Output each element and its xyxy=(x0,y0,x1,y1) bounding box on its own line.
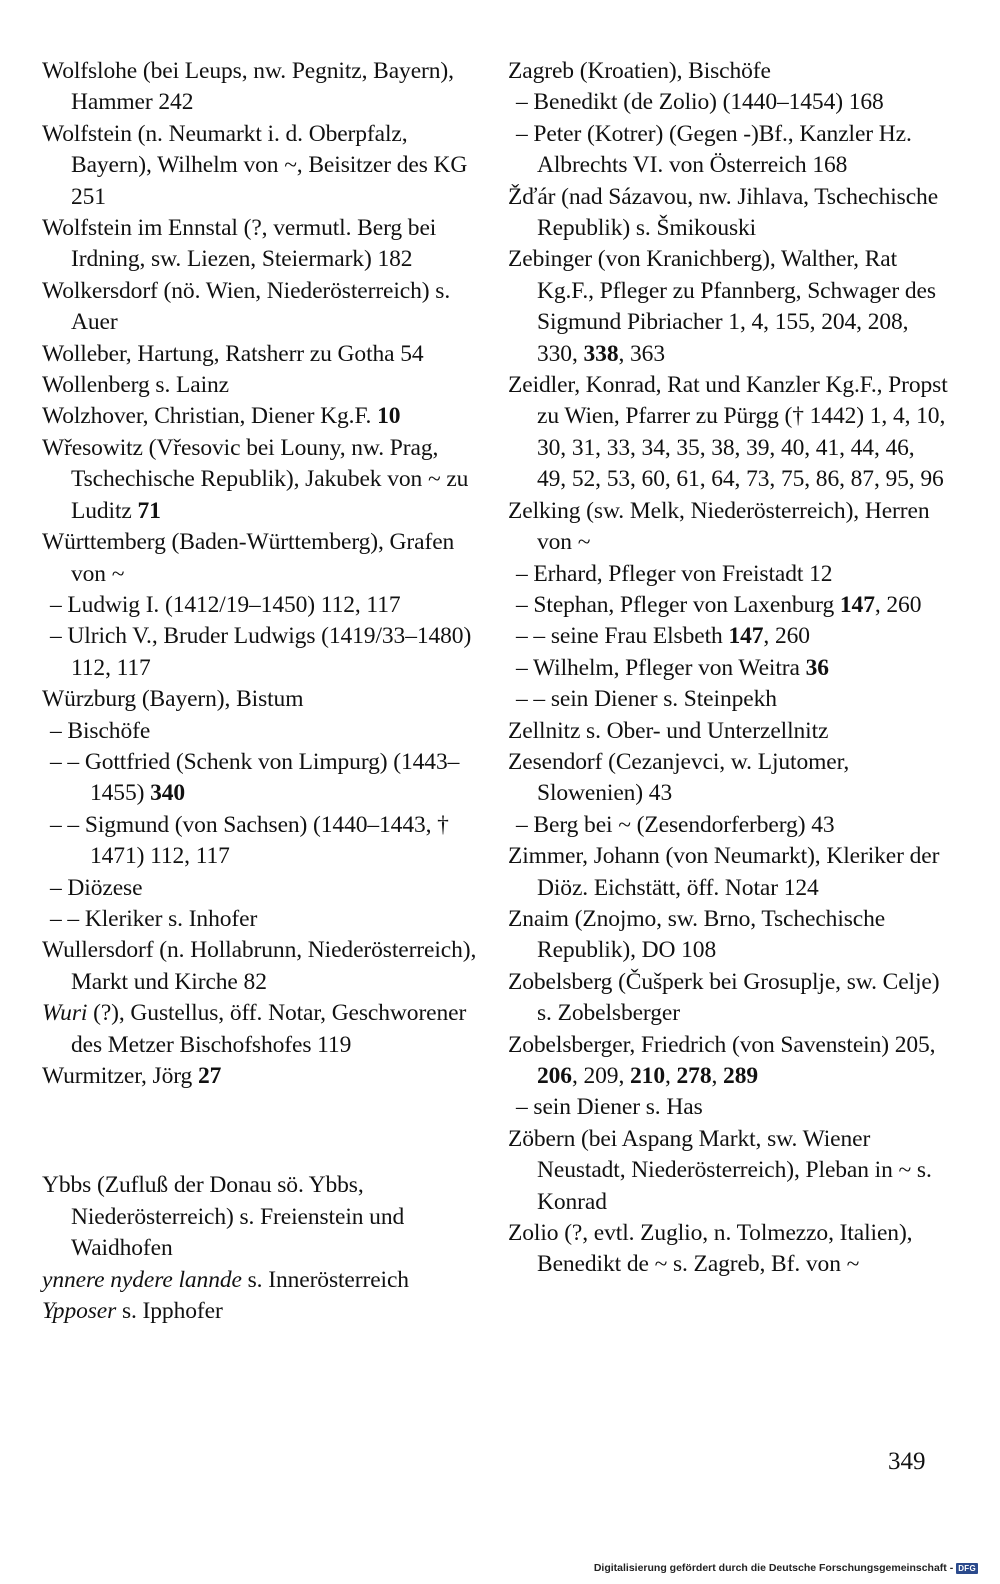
page-ref-bold: 147 xyxy=(728,623,764,650)
entry-text: – – Kleriker s. Inhofer xyxy=(50,905,258,932)
index-entry xyxy=(42,119,482,213)
dfg-logo: DFG xyxy=(958,1563,976,1573)
page-ref-bold: 278 xyxy=(676,1063,712,1089)
entry-text: – Berg bei ~ (Zesendorferberg) 43 xyxy=(516,811,835,838)
entry-text: Znaim (Znojmo, sw. Brno, Tschechische Republik), DO 108 xyxy=(508,905,886,964)
index-entry xyxy=(42,401,482,432)
entry-text: , 209, xyxy=(571,1063,631,1089)
entry-text: Würzburg (Bayern), Bistum xyxy=(42,686,304,713)
index-subentry xyxy=(508,653,948,684)
entry-text: Wolfstein im Ennstal (?, vermutl. Berg bei Irdning, sw. Liezen, Steiermark) 182 xyxy=(42,215,437,273)
entry-text: – Erhard, Pfleger von Freistadt 12 xyxy=(516,560,833,587)
entry-text: Württemberg (Baden-Württemberg), Grafen von ~ xyxy=(42,529,455,587)
entry-text: – Ulrich V., Bruder Ludwigs (1419/33–1480) 112, 117 xyxy=(50,623,472,681)
index-entry xyxy=(42,339,482,370)
entry-text: Ybbs (Zufluß der Donau sö. Ybbs, Niederösterreich) s. Freienstein und Waidhofen xyxy=(42,1172,405,1262)
entry-text: Zimmer, Johann (von Neumarkt), Kleriker der Diöz. Eichstätt, öff. Notar 124 xyxy=(508,843,940,901)
entry-text: Wolleber, Hartung, Ratsherr zu Gotha 54 xyxy=(42,340,424,367)
index-entry xyxy=(508,1030,948,1093)
entry-text: Wollenberg s. Lainz xyxy=(42,372,229,399)
page-ref-bold: 340 xyxy=(150,780,186,807)
entry-text: Zagreb (Kroatien), Bischöfe xyxy=(508,58,771,84)
index-entry xyxy=(42,1296,482,1327)
index-subentry xyxy=(42,716,482,747)
footer xyxy=(594,1562,978,1574)
entry-text: Zöbern (bei Aspang Markt, sw. Wiener Neustadt, Niederösterreich), Pleban in ~ s. Konrad xyxy=(508,1125,932,1215)
entry-text: Zolio (?, evtl. Zuglio, n. Tolmezzo, Italien), Benedikt de ~ s. Zagreb, Bf. von ~ xyxy=(508,1220,913,1278)
section-gap xyxy=(42,1116,482,1147)
entry-text: Zesendorf (Cezanjevci, w. Ljutomer, Slowenien) 43 xyxy=(508,748,850,807)
entry-text: , 363 xyxy=(618,340,665,367)
entry-text: Wullersdorf (n. Hollabrunn, Niederösterreich), Markt und Kirche 82 xyxy=(42,937,477,995)
index-entry xyxy=(42,527,482,590)
index-entry xyxy=(42,213,482,276)
index-entry xyxy=(508,904,948,967)
entry-text: – Bischöfe xyxy=(50,717,151,744)
entry-text: Wolzhover, Christian, Diener Kg.F. xyxy=(42,403,378,430)
index-entry xyxy=(508,747,948,810)
entry-text: – Ludwig I. (1412/19–1450) 112, 117 xyxy=(50,591,401,618)
index-entry xyxy=(508,1218,948,1281)
index-entry xyxy=(508,182,948,245)
index-entry xyxy=(508,244,948,370)
index-subentry xyxy=(508,1092,948,1123)
index-entry xyxy=(508,1124,948,1218)
page-ref-bold: 147 xyxy=(839,591,875,618)
entry-text: , 260 xyxy=(763,623,810,650)
entry-text: , 260 xyxy=(874,591,922,618)
index-subentry xyxy=(508,87,948,118)
index-entry xyxy=(508,496,948,559)
entry-text: (?), Gustellus, öff. Notar, Geschworener des Metzer Bischofshofes 119 xyxy=(71,1000,467,1058)
page-ref-bold: 338 xyxy=(583,340,619,367)
page-ref-bold: 27 xyxy=(197,1063,222,1089)
entry-text: – sein Diener s. Has xyxy=(516,1094,703,1121)
entry-text: Zebinger (von Kranichberg), Walther, Rat Kg.F., Pfleger zu Pfannberg, Schwager des Sigmund Pibriacher 1, 4, 155, 204, 208, 330, xyxy=(508,246,936,367)
entry-text: – Diözese xyxy=(50,874,143,901)
entry-text: – Benedikt (de Zolio) (1440–1454) 168 xyxy=(516,89,884,116)
index-entry xyxy=(508,716,948,747)
index-subentry xyxy=(508,810,948,841)
entry-text: Zelking (sw. Melk, Niederösterreich), Herren von ~ xyxy=(508,497,930,556)
page-number: 349 xyxy=(888,1448,926,1475)
index-subentry xyxy=(42,810,482,873)
entry-text: , xyxy=(664,1063,677,1089)
entry-text: – – sein Diener s. Steinpekh xyxy=(516,686,777,713)
index-entry xyxy=(508,56,948,87)
index-entry xyxy=(508,967,948,1030)
entry-text: – Wilhelm, Pfleger von Weitra xyxy=(516,654,806,681)
entry-italic-text: Ypposer xyxy=(42,1298,117,1325)
index-entry xyxy=(42,1061,482,1092)
index-subentry xyxy=(508,684,948,715)
index-subentry xyxy=(42,590,482,621)
entry-text: – Stephan, Pfleger von Laxenburg xyxy=(516,591,840,618)
entry-text: – – Gottfried (Schenk von Limpurg) (1443–1455) xyxy=(50,748,460,807)
entry-italic-text: ynnere nydere lannde xyxy=(42,1266,242,1293)
footer-text: Digitalisierung gefördert durch die Deutsche Forschungsgemeinschaft - xyxy=(593,1562,954,1574)
index-subentry xyxy=(42,621,482,684)
page-ref-bold: 210 xyxy=(630,1063,665,1089)
page-ref-bold: 10 xyxy=(377,403,401,430)
index-entry xyxy=(42,935,482,998)
page-ref-bold: 289 xyxy=(723,1063,758,1089)
index-subentry xyxy=(42,747,482,810)
index-entry xyxy=(42,433,482,527)
entry-text: Wolfstein (n. Neumarkt i. d. Oberpfalz, Bayern), Wilhelm von ~, Beisitzer des KG 251 xyxy=(42,120,468,210)
index-entry xyxy=(42,370,482,401)
entry-italic-text: Wuri xyxy=(42,1000,88,1027)
entry-text: , xyxy=(711,1063,724,1089)
index-entry xyxy=(42,1265,482,1296)
index-entry xyxy=(42,998,482,1061)
entry-text: Žďár (nad Sázavou, nw. Jihlava, Tschechische Republik) s. Šmikouski xyxy=(508,183,939,242)
entry-text: s. Ipphofer xyxy=(116,1298,223,1325)
entry-text: Wurmitzer, Jörg xyxy=(42,1063,198,1089)
index-subentry xyxy=(508,119,948,182)
index-entry xyxy=(42,1170,482,1264)
entry-text: Zeidler, Konrad, Rat und Kanzler Kg.F., Propst zu Wien, Pfarrer zu Pürgg († 1442) 1, 4, 10, 30, 31, 33, 34, 35, 38, 39, 40, 41, 44, 46, 49, 52, 53, 60, 61, 64, 73, 75, 86, 87, 95, 96 xyxy=(508,372,948,493)
index-subentry xyxy=(508,559,948,590)
index-subentry xyxy=(42,873,482,904)
entry-text: s. Innerösterreich xyxy=(241,1266,409,1293)
index-subentry xyxy=(508,621,948,652)
entry-text: Zellnitz s. Ober- und Unterzellnitz xyxy=(508,717,829,744)
entry-text: – Peter (Kotrer) (Gegen -)Bf., Kanzler Hz. Albrechts VI. von Österreich 168 xyxy=(516,120,912,179)
page-ref-bold: 71 xyxy=(137,497,161,524)
entry-text: Wolkersdorf (nö. Wien, Niederösterreich) s. Auer xyxy=(42,277,451,336)
index-entry xyxy=(42,56,482,119)
index-entry xyxy=(42,684,482,715)
entry-text: – – seine Frau Elsbeth xyxy=(516,623,729,650)
entry-text: Wolfslohe (bei Leups, nw. Pegnitz, Bayern), Hammer 242 xyxy=(42,58,454,116)
entry-text: Zobelsberger, Friedrich (von Savenstein) 205, xyxy=(508,1031,936,1058)
entry-text: Zobelsberg (Čušperk bei Grosuplje, sw. Celje) s. Zobelsberger xyxy=(508,968,940,1027)
page-ref-bold: 36 xyxy=(805,654,829,681)
index-entry xyxy=(508,841,948,904)
index-entry xyxy=(42,276,482,339)
index-subentry xyxy=(508,590,948,621)
index-subentry xyxy=(42,904,482,935)
entry-text: Wřesowitz (Vřesovic bei Louny, nw. Prag, Tschechische Republik), Jakubek von ~ zu Luditz xyxy=(42,434,469,524)
index-column-right xyxy=(508,56,948,1281)
index-entry xyxy=(508,370,948,496)
entry-text: – – Sigmund (von Sachsen) (1440–1443, † 1471) 112, 117 xyxy=(50,811,449,870)
page-ref-bold: 206 xyxy=(537,1063,572,1089)
index-column-left xyxy=(42,56,482,1327)
